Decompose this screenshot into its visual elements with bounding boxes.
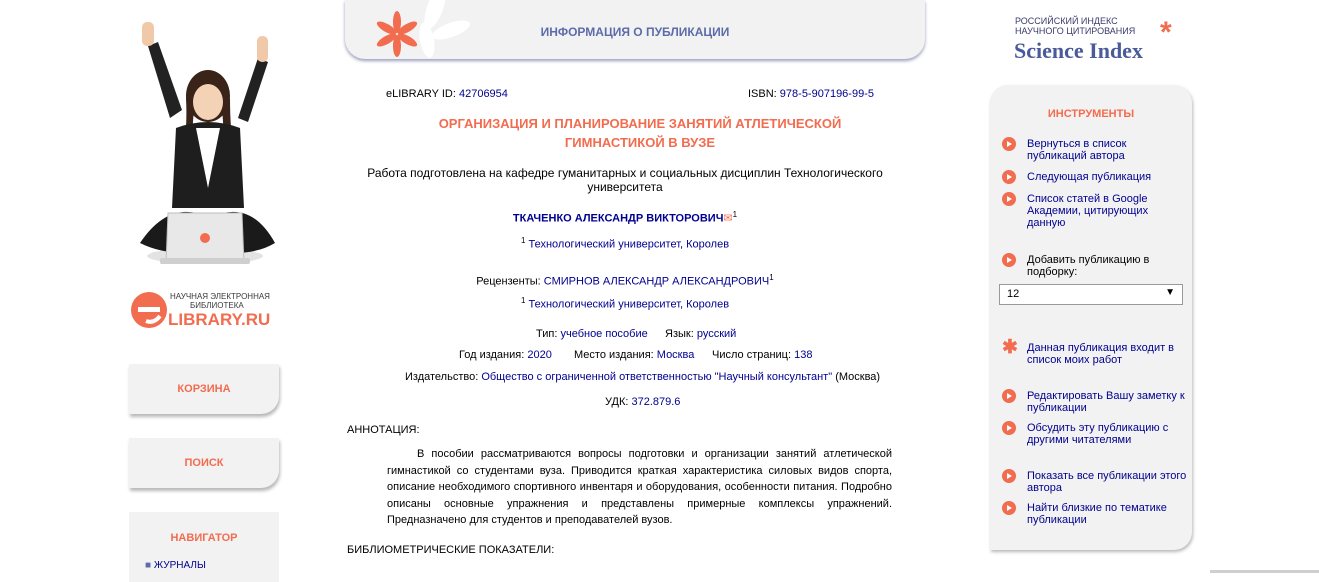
page-banner	[345, 0, 925, 59]
bullet-icon: ■	[145, 560, 152, 571]
udk-label: УДК:	[605, 396, 629, 408]
publication-title	[400, 114, 880, 152]
tool-all-author-label: Показать все публикации этого автора	[1027, 470, 1187, 494]
year	[459, 349, 552, 361]
udk	[605, 396, 680, 408]
lang-label: Язык:	[665, 328, 694, 340]
publication-note: Работа подготовлена на кафедре гуманитарных и социальных дисциплин Технологического университета	[367, 166, 883, 194]
play-icon	[1002, 253, 1016, 267]
affil-sup: 1	[520, 236, 526, 245]
elibrary-id-label: eLIBRARY ID:	[386, 88, 456, 100]
language	[665, 328, 736, 340]
tools-title: ИНСТРУМЕНТЫ	[1047, 108, 1135, 120]
tool-edit-label: Редактировать Вашу заметку к публикации	[1027, 390, 1185, 414]
collection-select-value: 12	[1007, 288, 1020, 300]
reviewers-label: Рецензенты:	[476, 275, 541, 288]
publisher-link[interactable]: Общество с ограниченной ответственностью "Научный консультант"	[481, 371, 833, 383]
play-icon	[1002, 137, 1016, 151]
si-name: Science Index	[1014, 38, 1143, 63]
reviewer-affil-sup: 1	[520, 296, 526, 305]
nav-item-journals-label: ЖУРНАЛЫ	[153, 560, 206, 571]
year-label: Год издания:	[459, 349, 525, 361]
tools-panel	[990, 85, 1192, 550]
place-value: Москва	[656, 349, 695, 361]
reviewer-sup: 1	[769, 273, 774, 282]
tool-back-label: Вернуться в список публикаций автора	[1027, 138, 1127, 162]
si-line2: НАУЧНОГО ЦИТИРОВАНИЯ	[1015, 26, 1136, 36]
place-label: Место издания:	[574, 349, 654, 361]
author-sup: 1	[732, 210, 738, 219]
author	[340, 210, 910, 225]
logo-line1: НАУЧНАЯ ЭЛЕКТРОННАЯ	[170, 292, 270, 301]
year-value: 2020	[527, 349, 552, 361]
title-line1: ОРГАНИЗАЦИЯ И ПЛАНИРОВАНИЕ ЗАНЯТИЙ АТЛЕТИЧЕСКОЙ	[438, 116, 842, 131]
bibliometric-label: БИБЛИОМЕТРИЧЕСКИЕ ПОКАЗАТЕЛИ:	[347, 544, 555, 556]
navigator-title: НАВИГАТОР	[170, 532, 238, 544]
cart-button[interactable]	[129, 364, 279, 414]
elibrary-e-icon	[130, 290, 168, 330]
play-icon	[1002, 501, 1016, 515]
annotation-label: АННОТАЦИЯ:	[347, 424, 420, 436]
reviewer-affiliation	[340, 296, 910, 311]
annotation-text: В пособии рассматриваются вопросы подготовки и организации занятий атлетической гимнастикой со студентами вуза. Приводится краткая характеристика силовых видов спорта, описание необходимого спортивного инвентаря и оборудования, особенности питания. Подробно описаны основные упражнения и представлены примерные комплексы упражнений. Предназначено для студентов и преподавателей вузов.	[387, 448, 892, 526]
search-button[interactable]	[129, 438, 279, 488]
author-affiliation	[340, 236, 910, 251]
pages-label: Число страниц:	[712, 349, 792, 361]
play-icon	[1002, 192, 1016, 206]
isbn-label: ISBN:	[748, 88, 777, 100]
publisher-label: Издательство:	[405, 371, 479, 383]
dropdown-arrow-icon: ▼	[1165, 287, 1175, 298]
tool-discuss-label: Обсудить эту публикацию с другими читателями	[1027, 422, 1169, 446]
tool-next-label: Следующая публикация	[1027, 171, 1152, 183]
tool-add-label: Добавить публикацию в подборку:	[1027, 254, 1150, 278]
elibrary-logo[interactable]	[130, 288, 280, 336]
type	[536, 328, 648, 340]
navigator-panel	[129, 512, 279, 582]
si-line1: РОССИЙСКИЙ ИНДЕКС	[1015, 16, 1118, 26]
search-label: ПОИСК	[184, 457, 224, 469]
tool-mywork-label: Данная публикация входит в список моих работ	[1027, 342, 1175, 366]
elibrary-id-value: 42706954	[458, 88, 508, 100]
banner-title: ИНФОРМАЦИЯ О ПУБЛИКАЦИИ	[540, 25, 730, 39]
play-icon	[1002, 389, 1016, 403]
asterisk-icon: *	[1160, 16, 1172, 49]
place	[574, 349, 694, 361]
logo-line2: БИБЛИОТЕКА	[190, 301, 244, 310]
play-icon	[1002, 469, 1016, 483]
title-line2: ГИМНАСТИКОЙ В ВУЗЕ	[564, 135, 716, 150]
author-link[interactable]: ТКАЧЕНКО АЛЕКСАНДР ВИКТОРОВИЧ	[512, 212, 724, 225]
cart-label: КОРЗИНА	[177, 383, 231, 395]
reviewer-link[interactable]: СМИРНОВ АЛЕКСАНДР АЛЕКСАНДРОВИЧ	[543, 275, 770, 288]
type-label: Тип:	[536, 328, 558, 340]
lang-value: русский	[696, 328, 737, 340]
elibrary-id	[386, 88, 508, 100]
hero-illustration	[130, 18, 280, 268]
nav-item-journals[interactable]	[145, 560, 206, 571]
tool-google-label: Список статей в Google Академии, цитирующих данную	[1027, 193, 1149, 229]
tool-similar-label: Найти близкие по тематике публикации	[1027, 502, 1167, 526]
publisher	[405, 371, 880, 383]
pages-value: 138	[794, 349, 813, 361]
reviewers	[340, 273, 910, 288]
reviewer-affil-link[interactable]: Технологический университет, Королев	[528, 298, 730, 311]
isbn	[748, 88, 874, 100]
asterisk-icon: ✱	[1002, 337, 1018, 358]
play-icon	[1002, 421, 1016, 435]
play-icon	[1002, 170, 1016, 184]
affil-link[interactable]: Технологический университет, Королев	[528, 238, 730, 251]
pages	[712, 349, 812, 361]
isbn-value: 978-5-907196-99-5	[779, 88, 874, 100]
mail-icon[interactable]: ✉	[723, 212, 733, 225]
type-value: учебное пособие	[560, 328, 648, 340]
publisher-city: (Москва)	[835, 371, 881, 383]
collection-select[interactable]	[999, 284, 1183, 305]
udk-value: 372.879.6	[631, 396, 681, 408]
logo-name: LIBRARY.RU	[168, 310, 271, 329]
